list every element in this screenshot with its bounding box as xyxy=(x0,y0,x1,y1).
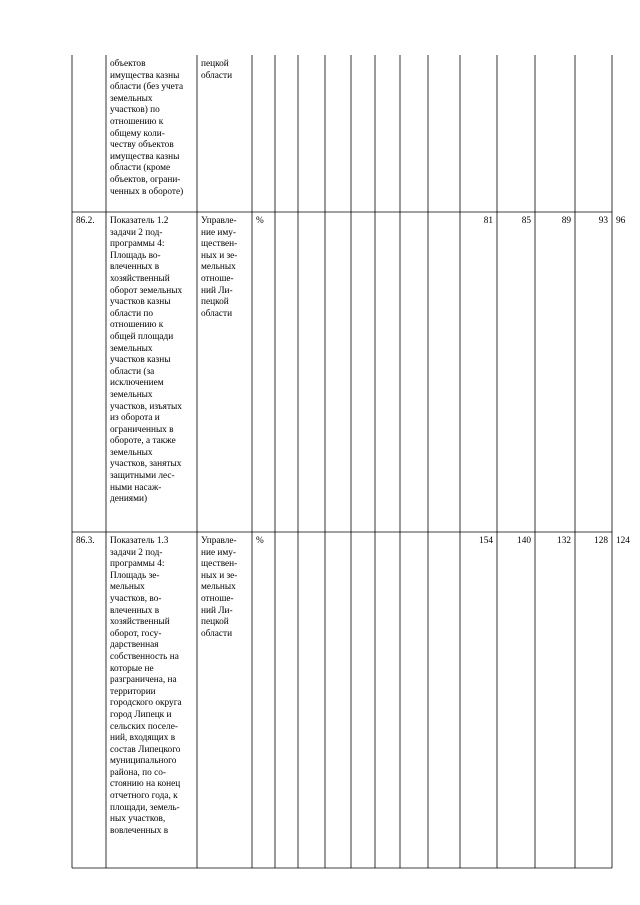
value-cell: 81 xyxy=(483,216,493,226)
indicator-text: Показатель 1.2 задачи 2 под- программы 4: Площадь во- влеченных в хозяйственный оборот земельных участков казны области по отношению к общей площади земельных участков казны области (за исключением земельных участков, изъятых из оборота и ограниченных в обороте, а также земельных участков, занятых защитными лес- ными насаж- дениями) xyxy=(110,216,183,505)
responsible-body: пецкой области xyxy=(201,59,233,81)
value-cell: 132 xyxy=(557,536,571,546)
value-cell: 89 xyxy=(561,216,571,226)
unit-of-measure: % xyxy=(256,216,264,226)
row-number: 86.3. xyxy=(76,536,95,546)
unit-of-measure: % xyxy=(256,536,264,546)
responsible-body: Управле- ние иму- ществен- ных и зе- мельных отноше- ний Ли- пецкой области xyxy=(201,216,238,319)
value-cell: 154 xyxy=(479,536,493,546)
value-cell: 96 xyxy=(616,216,626,226)
value-cell: 93 xyxy=(598,216,608,226)
indicator-text: Показатель 1.3 задачи 2 под- программы 4: Площадь зе- мельных участков, во- влеченных в хозяйственный оборот, госу- дарственная собственность на которые не разграничена, на территории городского округа город Липецк и сельских поселе- ний, входящих в состав Липецкого муниципального района, по со- стоянию на конец отчетного года, к площади, земель- ных участков, вовлеченных в xyxy=(110,536,182,836)
value-cell: 85 xyxy=(521,216,531,226)
responsible-body: Управле- ние иму- ществен- ных и зе- мельных отноше- ний Ли- пецкой области xyxy=(201,536,238,639)
value-cell: 140 xyxy=(517,536,531,546)
indicator-text: объектов имущества казны области (без учета земельных участков) по отношению к общему коли- честву объектов имущества казны области (кроме объектов, ограни- ченных в обороте) xyxy=(110,59,184,197)
row-number: 86.2. xyxy=(76,216,95,226)
value-cell: 124 xyxy=(616,536,630,546)
value-cell: 128 xyxy=(594,536,608,546)
